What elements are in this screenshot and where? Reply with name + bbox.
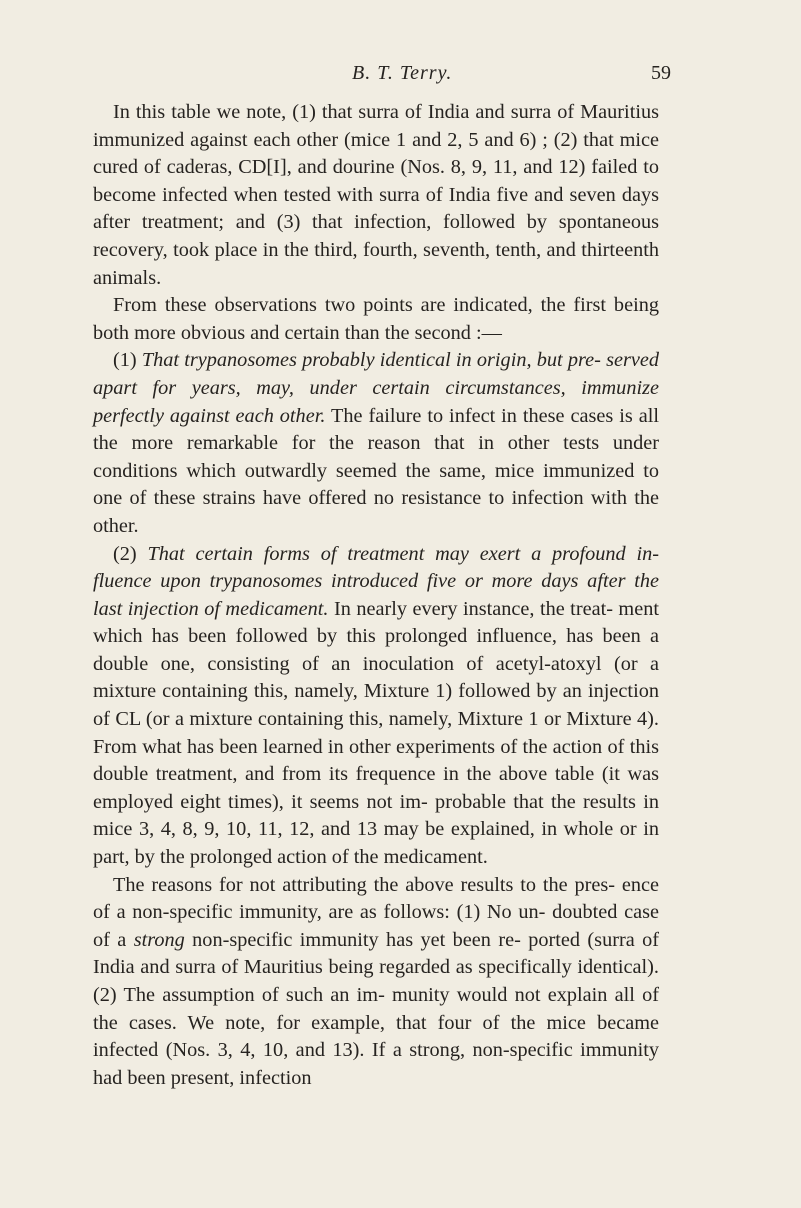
running-head <box>0 58 801 88</box>
point-number: (1) <box>113 349 142 372</box>
paragraph-text: From these observations two points are indicated, the first being both more obvious and certain than the second :— <box>93 294 659 344</box>
italic-statement: That certain forms of treatment may exert a profound in- fluence upon trypanosomes introduced five or more days after the last injection of medicament. <box>93 542 660 620</box>
point-number: (2) <box>113 542 148 565</box>
paragraph-text: In this table we note, (1) that surra of India and surra of Mauritius immunized against each other (mice 1 and 2, 5 and 6) ; (2) that mice cured of caderas, CD[I], and dourine (Nos. 8, 9, 11, and 12) failed to become infected when tested with surra of India five and seven days after treatment; and (3) that infection, followed by spontaneous recovery, took place in the third, fourth, seventh, tenth, and thirteenth animals. <box>93 101 659 289</box>
paragraph-table-notes <box>93 99 659 292</box>
paragraph-reasons <box>93 872 659 1093</box>
paragraph-text: In nearly every instance, the treat- ment which has been followed by this prolonged influence, has been a double one, consisting of an inoculation of acetyl-atoxyl (or a mixture containing this, namely, Mixture 1) followed by an injection of CL (or a mixture containing this, namely, Mixture 1 or Mixture 4). From what has been learned in other experiments of the action of this double treatment, and from its frequence in the above table (it was employed eight times), it seems not im- probable that the results in mice 3, 4, 8, 9, 10, 11, 12, and 13 may be explained, in whole or in part, by the prolonged action of the medicament. <box>93 597 659 869</box>
running-title: B. T. Terry. <box>352 62 453 84</box>
page-number: 59 <box>651 62 671 84</box>
body-text <box>93 99 659 1092</box>
paragraph-point-one <box>93 347 659 540</box>
italic-statement: That trypanosomes probably identical in origin, but pre- served apart for years, may, under certain circumstances, immunize perfectly against each other. <box>93 349 659 427</box>
paragraph-text: The reasons for not attributing the above results to the pres- ence of a non-specific immunity, are as follows: (1) No un- doubted case of a <box>93 873 659 951</box>
paragraph-text: non-specific immunity has yet been re- ported (surra of India and surra of Mauritius being regarded as specifically identical). (2) The assumption of such an im- munity would not explain all of the cases. We note, for example, that four of the mice became infected (Nos. 3, 4, 10, and 13). If a strong, non-specific immunity had been present, infection <box>93 928 660 1089</box>
paragraph-point-two <box>93 541 659 872</box>
paragraph-observations <box>93 292 659 347</box>
italic-word: strong <box>133 928 185 951</box>
paragraph-text: The failure to infect in these cases is all the more remarkable for the reason that in other tests under conditions which outwardly seemed the same, mice immunized to one of these strains have offered no resistance to infection with the other. <box>93 404 659 537</box>
